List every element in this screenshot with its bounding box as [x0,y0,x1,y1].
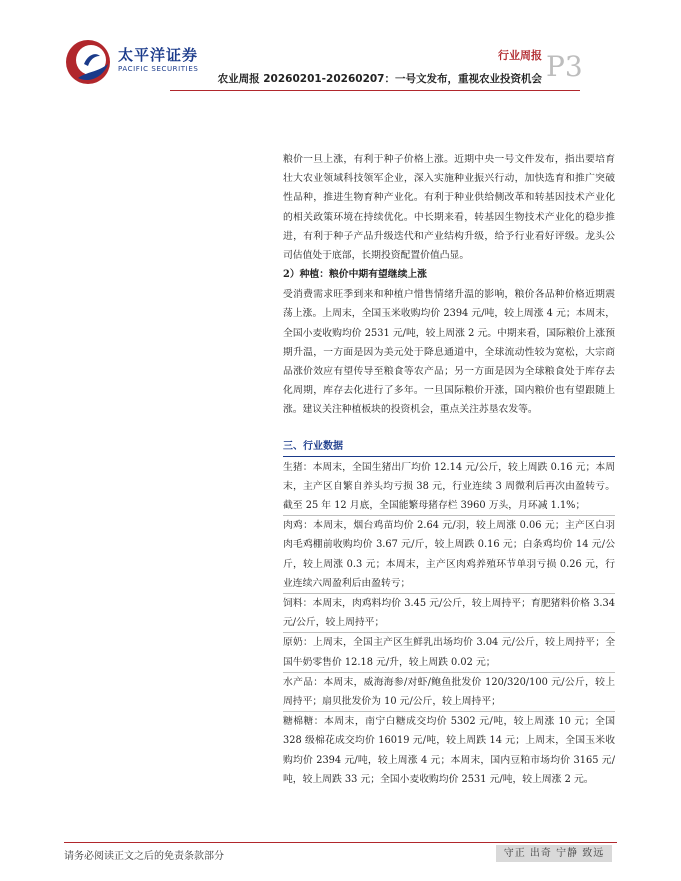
disclaimer-note: 请务必阅读正文之后的免责条款部分 [64,851,224,862]
data-item-raw-milk: 原奶：上周末，全国主产区生鲜乳出场均价 3.04 元/公斤，较上周持平；全国牛奶零售价 12.18 元/升，较上周跌 0.02 元； [283,633,615,672]
report-body [283,150,615,789]
header-divider [170,90,580,91]
data-item-hog: 生猪：本周末，全国生猪出厂均价 12.14 元/公斤，较上周跌 0.16 元；本周末，主产区自繁自养头均亏损 38 元，行业连续 3 周微利后再次由盈转亏。截至 25 年 12 月底，全国能繁母猪存栏 3960 万头，月环减 1.1%； [283,458,615,517]
section-divider [283,456,615,457]
planting-subheading: 2）种植：粮价中期有望继续上涨 [283,269,427,281]
report-type-label: 行业周报 [498,49,542,62]
industry-data-heading: 三、行业数据 [283,440,343,452]
data-item-feed: 饲料：本周末，肉鸡料均价 3.45 元/公斤，较上周持平；育肥猪料价格 3.34 元/公斤，较上周持平； [283,594,615,633]
company-motto: 守正 出奇 宁静 致远 [496,845,612,862]
industry-data-list [283,458,615,789]
logo-chinese-name: 太平洋证券 [118,46,199,64]
page-number: P3 [546,50,583,83]
footer-divider [64,842,617,843]
pacific-securities-logo-icon [64,38,112,86]
planting-paragraph: 受消费需求旺季到来和种植户惜售情绪升温的影响，粮价各品种价格近期震荡上涨。上周末，全国玉米收购均价 2394 元/吨，较上周涨 4 元；本周末，全国小麦收购均价 2531 元/吨，较上周涨 2 元。中期来看，国际粮价上涨预期升温，一方面是因为美元处于降息通道中，全球流动性较为宽松，大宗商品涨价效应有望传导至粮食等农产品；另一方面是因为全球粮食处于库存去化周期，库存去化进行了多年。一旦国际粮价开涨，国内粮价也有望跟随上涨。建议关注种植板块的投资机会，重点关注苏垦农发等。 [283,289,615,416]
data-item-grain-cotton-sugar: 糖棉糖：本周末，南宁白糖成交均价 5302 元/吨，较上周涨 10 元；全国 328 级棉花成交均价 16019 元/吨，较上周跌 14 元；上周末，全国玉米收购均价 2394 元/吨，较上周涨 4 元；本周末，国内豆粕市场均价 3165 元/吨，较上周跌 33 元；全国小麦收购均价 2531 元/吨，较上周涨 2 元。 [283,716,615,785]
report-title: 农业周报 20260201-20260207：一号文发布，重视农业投资机会 [217,73,542,85]
seed-industry-paragraph: 粮价一旦上涨，有利于种子价格上涨。近期中央一号文件发布，指出要培育壮大农业领域科技领军企业，深入实施种业振兴行动，加快选育和推广突破性品种，推进生物育种产业化。有利于种业供给侧改革和转基因技术产业化的相关政策环境在持续优化。中长期来看，转基因生物技术产业化的稳步推进，有利于种子产品升级迭代和产业结构升级，给予行业看好评级。龙头公司估值处于底部，长期投资配置价值凸显。 [283,154,615,262]
data-item-aquatic: 水产品：本周末，威海海参/对虾/鲍鱼批发价 120/320/100 元/公斤，较上周持平；扇贝批发价为 10 元/公斤，较上周持平； [283,673,615,712]
logo-english-name: PACIFIC SECURITIES [118,65,199,73]
data-item-broiler: 肉鸡：本周末，烟台鸡苗均价 2.64 元/羽，较上周涨 0.06 元；主产区白羽肉毛鸡棚前收购均价 3.67 元/斤，较上周跌 0.16 元；白条鸡均价 14 元/公斤，较上周涨 0.3 元；本周末，主产区肉鸡养殖环节单羽亏损 0.26 元，行业连续六周盈利后由盈转亏； [283,516,615,594]
